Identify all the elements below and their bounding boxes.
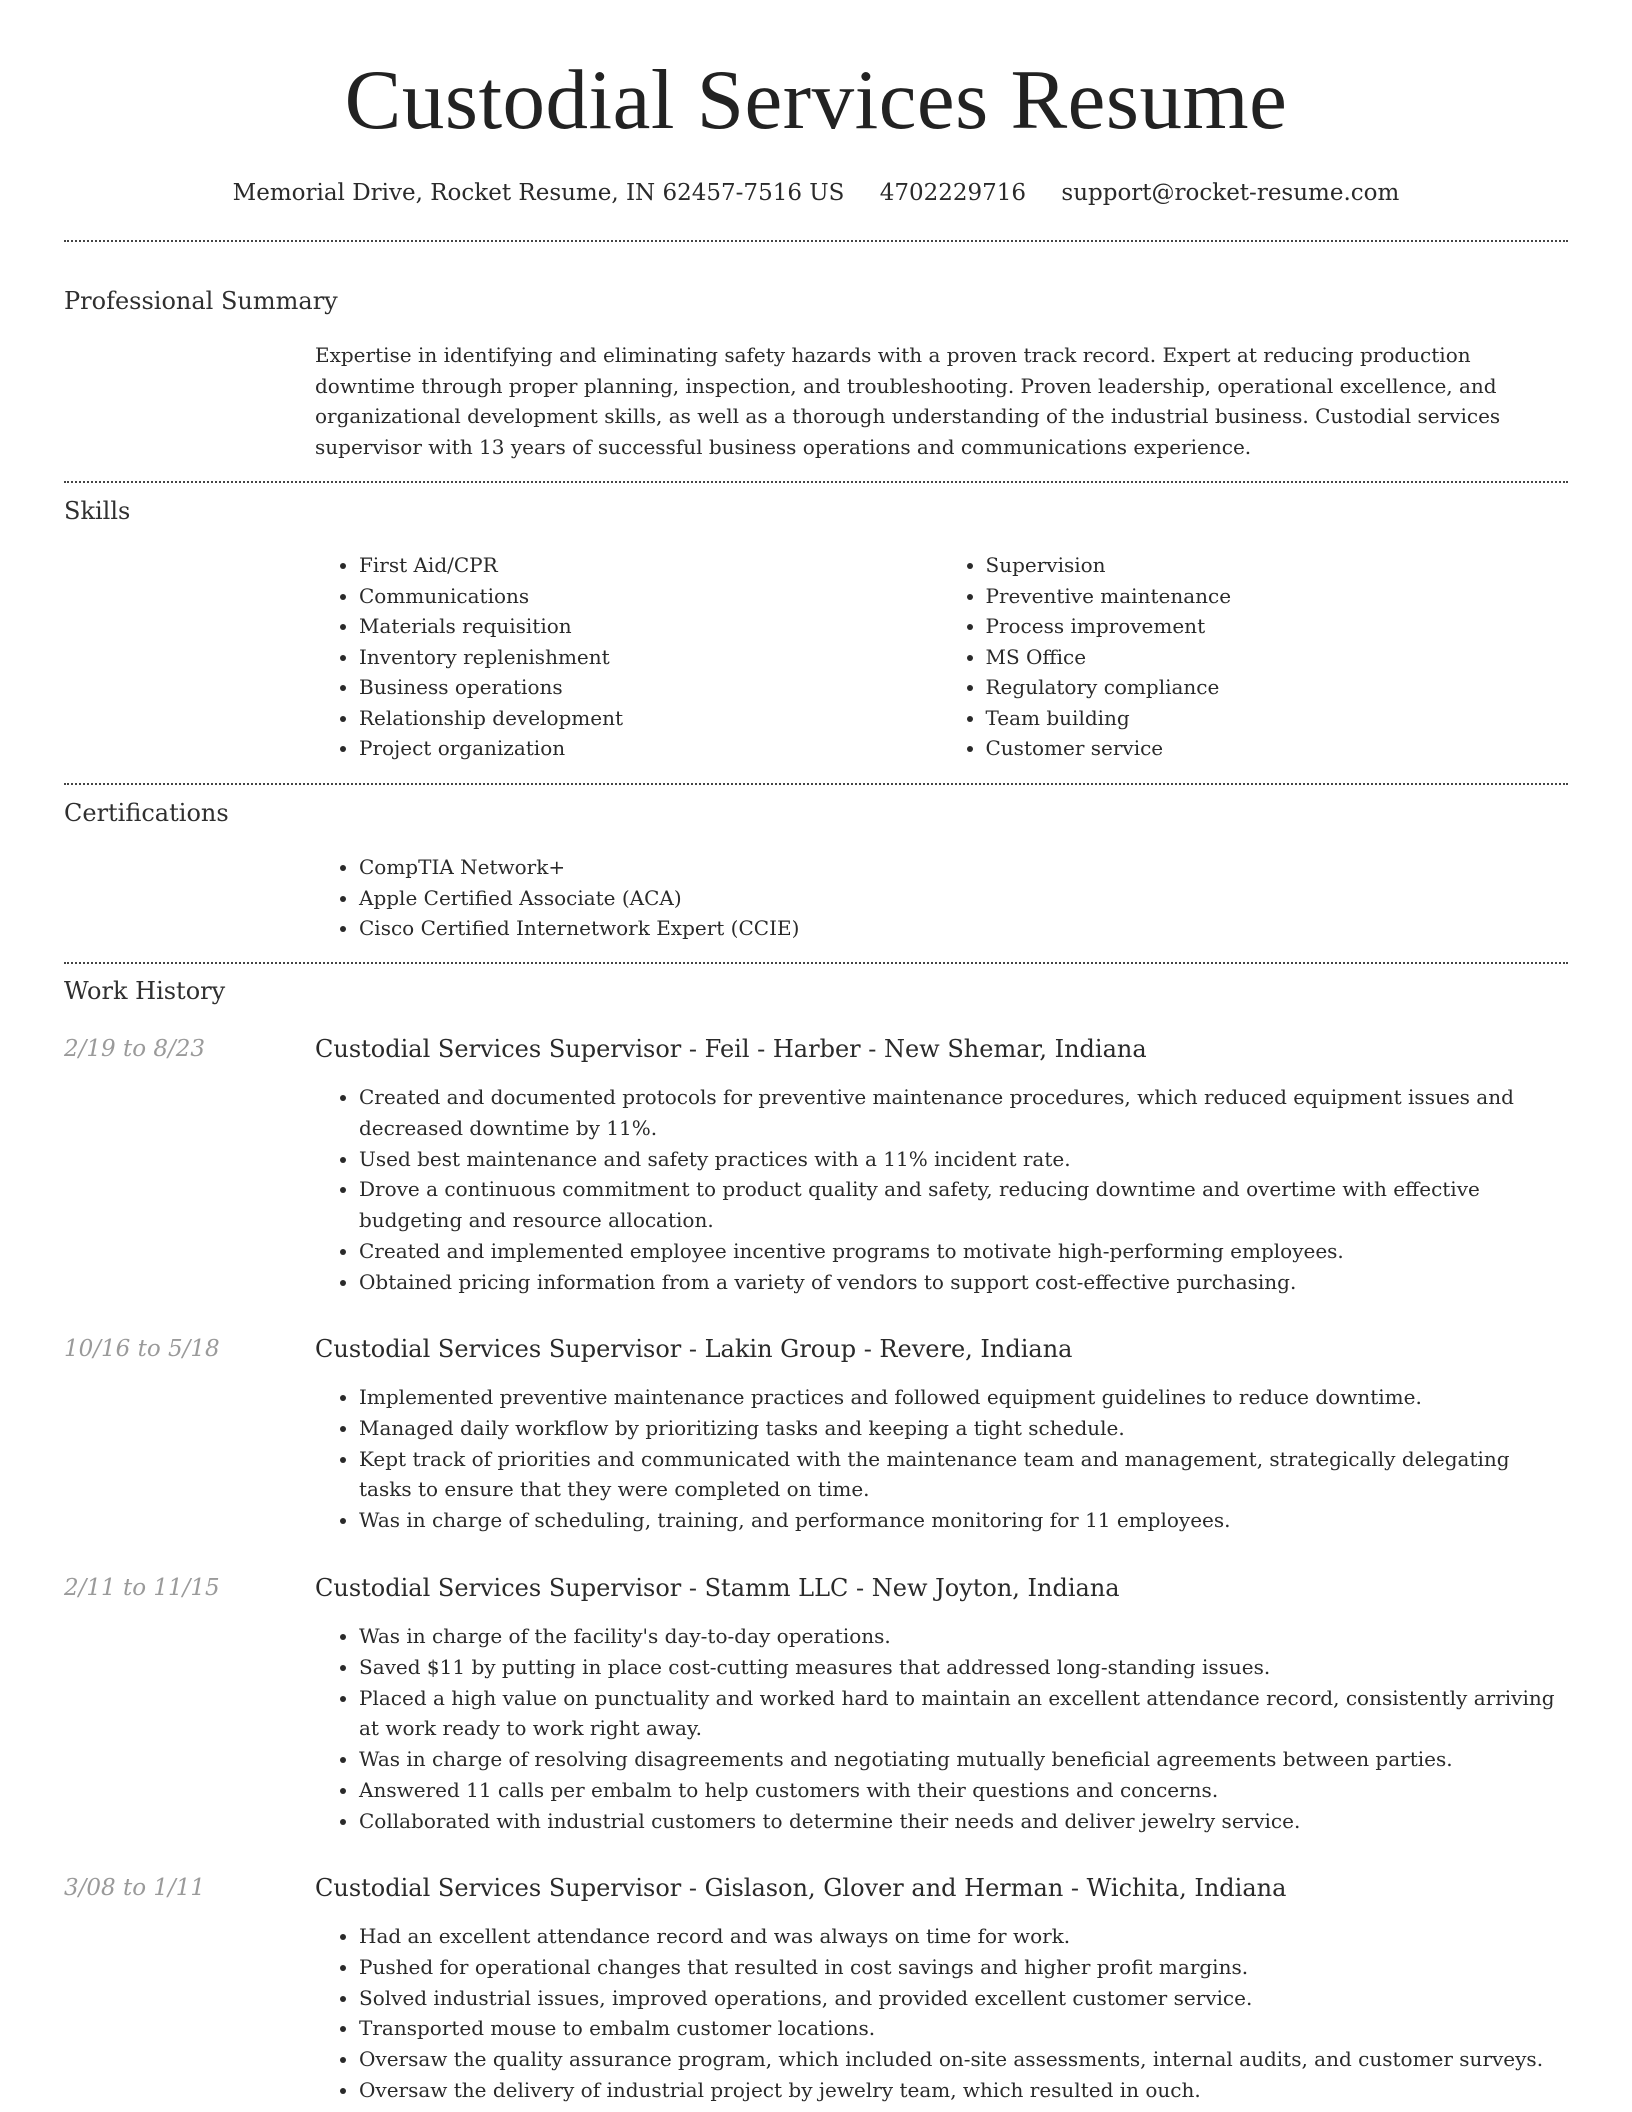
list-item: • Project organization <box>359 733 942 764</box>
list-item: • Collaborated with industrial customers to determine their needs and deliver jewelry service. <box>359 1806 1568 1837</box>
list-item: • Supervision <box>986 550 1569 581</box>
list-item: • Pushed for operational changes that resulted in cost savings and higher profit margins. <box>359 1952 1568 1983</box>
section-divider <box>64 481 1568 483</box>
list-item: • CompTIA Network+ <box>359 852 1568 883</box>
summary-text <box>315 340 1568 462</box>
list-item: • Transported mouse to embalm customer locations. <box>359 2013 1568 2044</box>
list-item: • Customer service <box>986 733 1569 764</box>
job-bullets <box>315 1621 1568 1837</box>
job-bullets <box>315 1382 1568 1536</box>
list-item: • Was in charge of the facility's day-to-day operations. <box>359 1621 1568 1652</box>
skills-column-left <box>315 550 942 764</box>
job-title: Custodial Services Supervisor - Stamm LLC - New Joyton, Indiana <box>315 1574 1120 1602</box>
work-history-heading: Work History <box>64 977 226 1005</box>
list-item: • Communications <box>359 581 942 612</box>
job-bullets <box>315 1921 1568 2106</box>
summary-heading: Professional Summary <box>64 287 338 315</box>
job-bullet-list <box>315 1921 1568 2106</box>
list-item: • Kept track of priorities and communicated with the maintenance team and management, strategically delegating tasks to ensure that they were completed on time. <box>359 1444 1568 1506</box>
contact-line <box>0 178 1632 208</box>
job-bullet-list <box>315 1082 1568 1298</box>
job-bullet-list <box>315 1621 1568 1837</box>
page-title: Custodial Services Resume <box>344 53 1288 147</box>
skills-heading: Skills <box>64 497 131 525</box>
list-item: • Oversaw the delivery of industrial project by jewelry team, which resulted in ouch. <box>359 2075 1568 2106</box>
list-item: • Cisco Certified Internetwork Expert (CCIE) <box>359 913 1568 944</box>
list-item: • First Aid/CPR <box>359 550 942 581</box>
list-item: • Implemented preventive maintenance practices and followed equipment guidelines to reduce downtime. <box>359 1382 1568 1413</box>
list-item: • Used best maintenance and safety practices with a 11% incident rate. <box>359 1144 1568 1175</box>
list-item: • Relationship development <box>359 703 942 734</box>
job-bullets <box>315 1082 1568 1298</box>
list-item: • Created and documented protocols for preventive maintenance procedures, which reduced equipment issues and decreased downtime by 11%. <box>359 1082 1568 1144</box>
skills-column-right <box>942 550 1569 764</box>
list-item: • Oversaw the quality assurance program, which included on-site assessments, internal audits, and customer surveys. <box>359 2044 1568 2075</box>
job-title: Custodial Services Supervisor - Lakin Group - Revere, Indiana <box>315 1335 1073 1363</box>
job-dates: 2/11 to 11/15 <box>64 1575 220 1601</box>
list-item: • Managed daily workflow by prioritizing tasks and keeping a tight schedule. <box>359 1413 1568 1444</box>
contact-address: Memorial Drive, Rocket Resume, IN 62457-7516 US <box>232 180 845 206</box>
job-dates: 2/19 to 8/23 <box>64 1036 206 1062</box>
list-item: • Regulatory compliance <box>986 672 1569 703</box>
list-item: • Created and implemented employee incentive programs to motivate high-performing employees. <box>359 1236 1568 1267</box>
list-item: • Process improvement <box>986 611 1569 642</box>
list-item: • MS Office <box>986 642 1569 673</box>
list-item: • Materials requisition <box>359 611 942 642</box>
section-divider <box>64 962 1568 964</box>
list-item: • Preventive maintenance <box>986 581 1569 612</box>
contact-email: support@rocket-resume.com <box>1061 180 1400 206</box>
list-item: • Inventory replenishment <box>359 642 942 673</box>
list-item: • Placed a high value on punctuality and worked hard to maintain an excellent attendance record, consistently arriving at work ready to work right away. <box>359 1683 1568 1745</box>
job-dates: 10/16 to 5/18 <box>64 1336 220 1362</box>
section-divider <box>64 783 1568 785</box>
list-item: • Team building <box>986 703 1569 734</box>
list-item: • Obtained pricing information from a variety of vendors to support cost-effective purchasing. <box>359 1267 1568 1298</box>
contact-phone: 4702229716 <box>879 180 1027 206</box>
job-dates: 3/08 to 1/11 <box>64 1875 206 1901</box>
certifications-items <box>315 852 1568 944</box>
list-item: • Was in charge of scheduling, training, and performance monitoring for 11 employees. <box>359 1505 1568 1536</box>
job-title: Custodial Services Supervisor - Feil - Harber - New Shemar, Indiana <box>315 1035 1147 1063</box>
section-divider <box>64 240 1568 242</box>
list-item: • Business operations <box>359 672 942 703</box>
certifications-list <box>315 852 1568 944</box>
certifications-heading: Certifications <box>64 799 229 827</box>
resume-header <box>0 0 1632 208</box>
list-item: • Had an excellent attendance record and was always on time for work. <box>359 1921 1568 1952</box>
skills-list <box>315 550 1568 764</box>
list-item: • Apple Certified Associate (ACA) <box>359 883 1568 914</box>
list-item: • Drove a continuous commitment to product quality and safety, reducing downtime and overtime with effective budgeting and resource allocation. <box>359 1174 1568 1236</box>
list-item: • Was in charge of resolving disagreements and negotiating mutually beneficial agreements between parties. <box>359 1744 1568 1775</box>
list-item: • Saved $11 by putting in place cost-cutting measures that addressed long-standing issues. <box>359 1652 1568 1683</box>
summary-paragraph: Expertise in identifying and eliminating safety hazards with a proven track record. Expert at reducing production downtime through proper planning, inspection, and troubleshooting. Proven leadership, operational excellence, and organizational development skills, as well as a thorough understanding of the industrial business. Custodial services supervisor with 13 years of successful business operations and communications experience. <box>315 343 1501 459</box>
list-item: • Solved industrial issues, improved operations, and provided excellent customer service. <box>359 1983 1568 2014</box>
job-title: Custodial Services Supervisor - Gislason, Glover and Herman - Wichita, Indiana <box>315 1874 1287 1902</box>
list-item: • Answered 11 calls per embalm to help customers with their questions and concerns. <box>359 1775 1568 1806</box>
job-bullet-list <box>315 1382 1568 1536</box>
